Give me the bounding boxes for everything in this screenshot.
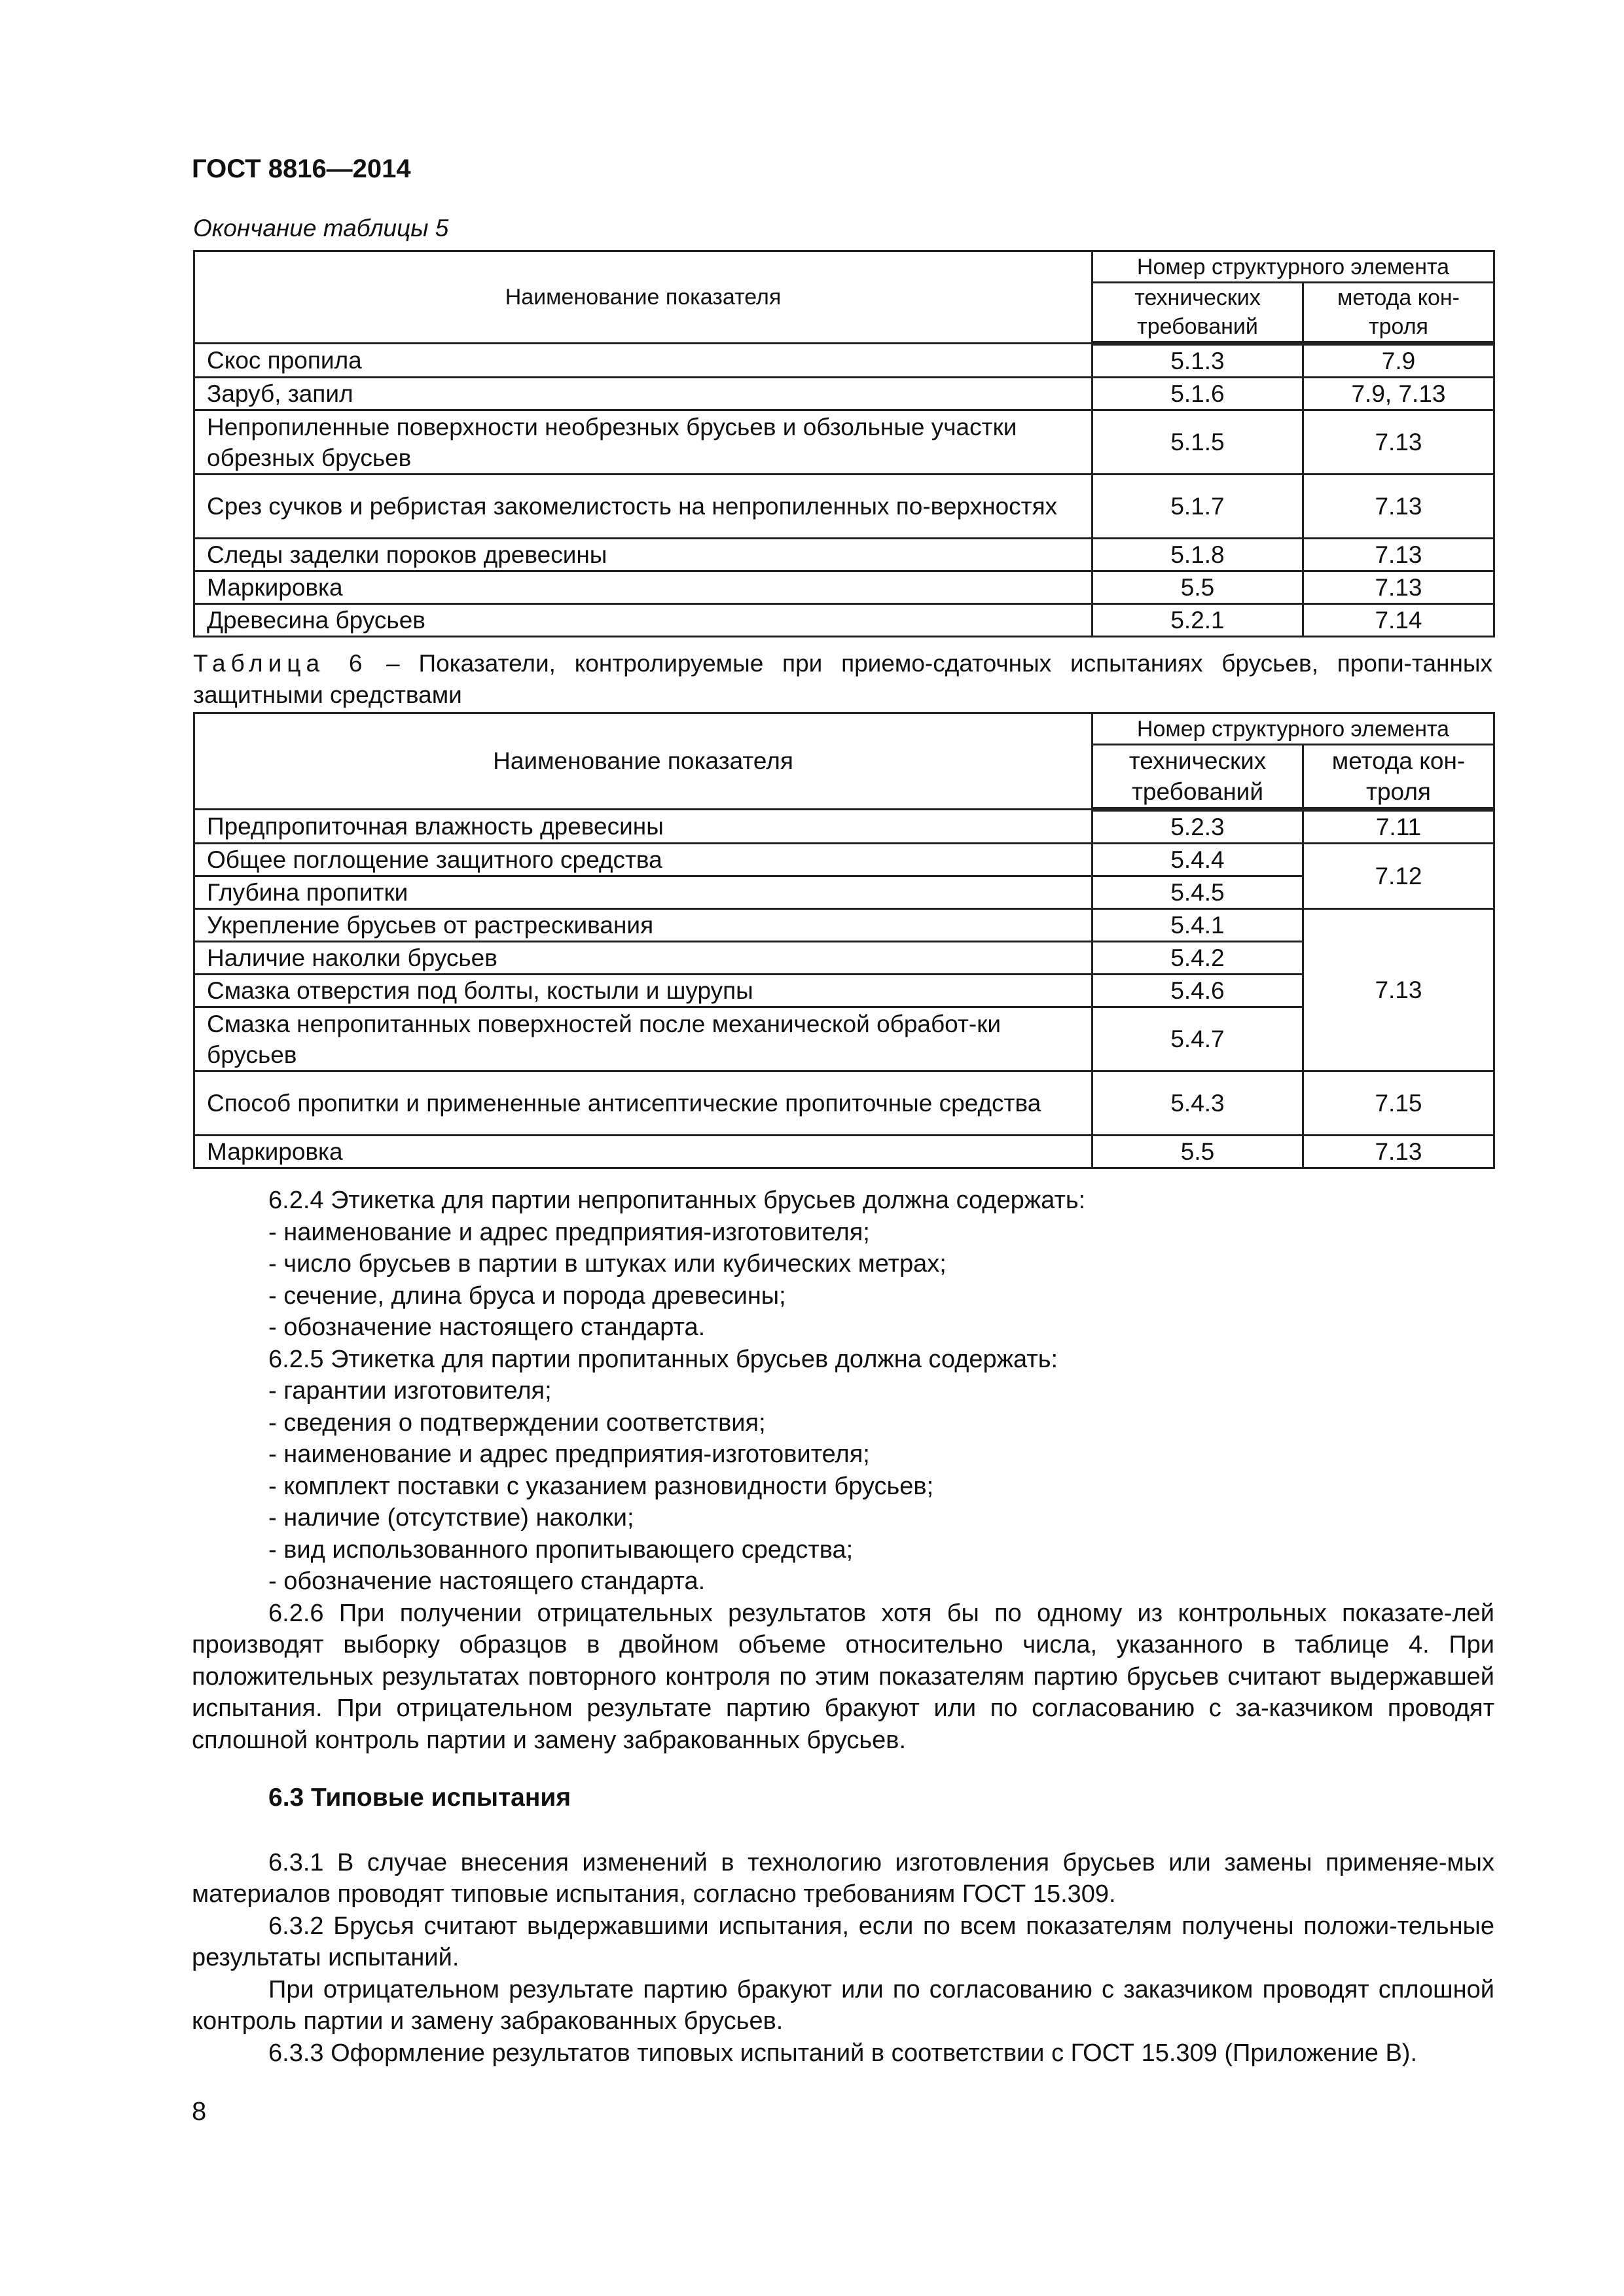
- table-cell: 5.1.8: [1092, 539, 1303, 571]
- paragraph-6-2-6: 6.2.6 При получении отрицательных результатов хотя бы по одному из контрольных показате-лей производят выборку образцов в двойном объеме относительно числа, указанного в таблице 4. При положительных результатах повторного контроля по этим показателям партию брусьев считают выдержавшей испытания. При отрицательном результате партию бракуют или по согласованию с за-казчиком проводят сплошной контроль партии и замену забракованных брусьев.: [192, 1599, 1494, 1754]
- paragraph-6-3-1: 6.3.1 В случае внесения изменений в технологию изготовления брусьев или замены применяе-мых материалов проводят типовые испытания, согласно требованиям ГОСТ 15.309.: [192, 1848, 1494, 1908]
- table-cell: 5.4.3: [1092, 1071, 1303, 1136]
- table-cell: 5.4.5: [1092, 876, 1303, 909]
- table-cell: Способ пропитки и примененные антисептические пропиточные средства: [194, 1071, 1092, 1136]
- table-cell: 7.9, 7.13: [1303, 378, 1494, 410]
- table-cell: 5.5: [1092, 571, 1303, 604]
- table-cell: 5.1.5: [1092, 410, 1303, 475]
- table-cell: 5.2.3: [1092, 810, 1303, 844]
- table-cell: Следы заделки пороков древесины: [194, 539, 1092, 571]
- table-cell: Смазка непропитанных поверхностей после механической обработ-ки брусьев: [194, 1007, 1092, 1071]
- table-cell: Скос пропила: [194, 344, 1092, 378]
- paragraph-6-3-2: 6.3.2 Брусья считают выдержавшими испытания, если по всем показателям получены положи-тельные результаты испытаний.: [192, 1912, 1494, 1971]
- list-item: - гарантии изготовителя;: [268, 1377, 552, 1405]
- table-cell: Непропиленные поверхности необрезных брусьев и обзольные участки обрезных брусьев: [194, 410, 1092, 475]
- table-cell: 7.9: [1303, 344, 1494, 378]
- table6-caption-label: Таблица 6: [193, 650, 368, 677]
- table-cell: 5.2.1: [1092, 604, 1303, 637]
- table6-caption: [193, 648, 1492, 711]
- table5-header-method: метода кон-троля: [1303, 283, 1494, 344]
- table-cell: 7.14: [1303, 604, 1494, 637]
- table-cell: 7.13: [1303, 410, 1494, 475]
- list-item: - сведения о подтверждении соответствия;: [268, 1408, 766, 1437]
- table-cell: 5.5: [1092, 1136, 1303, 1168]
- table-cell: Укрепление брусьев от растрескивания: [194, 909, 1092, 942]
- table-cell: 5.4.2: [1092, 942, 1303, 975]
- list-item: - комплект поставки с указанием разновидности брусьев;: [268, 1472, 934, 1500]
- list-item: - обозначение настоящего стандарта.: [268, 1568, 706, 1595]
- table-cell: Заруб, запил: [194, 378, 1092, 410]
- table-cell: 7.13: [1303, 1136, 1494, 1168]
- table-cell: 5.4.6: [1092, 975, 1303, 1007]
- table-cell: 5.1.6: [1092, 378, 1303, 410]
- list-item: - вид использованного пропитывающего средства;: [268, 1535, 854, 1564]
- paragraph-6-2-4: 6.2.4 Этикетка для партии непропитанных брусьев должна содержать:: [268, 1187, 1086, 1214]
- table5-caption: Окончание таблицы 5: [193, 215, 449, 242]
- table-cell: 7.12: [1303, 844, 1494, 909]
- table-cell: 5.4.1: [1092, 909, 1303, 942]
- table-cell: Смазка отверстия под болты, костыли и шурупы: [194, 975, 1092, 1007]
- paragraph-6-3-3: 6.3.3 Оформление результатов типовых испытаний в соответствии с ГОСТ 15.309 (Приложение В).: [268, 2039, 1418, 2067]
- paragraph-6-3-2-cont: При отрицательном результате партию бракуют или по согласованию с заказчиком проводят сплошной контроль партии и замену забракованных брусьев.: [192, 1975, 1494, 2035]
- table-cell: 7.15: [1303, 1071, 1494, 1136]
- page-number: 8: [192, 2097, 207, 2126]
- list-item: - наименование и адрес предприятия-изготовителя;: [268, 1218, 870, 1246]
- table6-header-tech: технических требований: [1092, 745, 1303, 810]
- paragraph-6-2-5: 6.2.5 Этикетка для партии пропитанных брусьев должна содержать:: [268, 1345, 1058, 1373]
- table-cell: Предпропиточная влажность древесины: [194, 810, 1092, 844]
- table-cell: 7.13: [1303, 475, 1494, 539]
- body-text: [192, 1185, 1494, 2069]
- table-cell: Глубина пропитки: [194, 876, 1092, 909]
- table-cell: 5.1.7: [1092, 475, 1303, 539]
- table-6: [193, 712, 1495, 1169]
- table5-header-name: Наименование показателя: [194, 251, 1092, 344]
- table-cell: 5.4.4: [1092, 844, 1303, 876]
- table-cell: Срез сучков и ребристая закомелистость на непропиленных по-верхностях: [194, 475, 1092, 539]
- document-code: ГОСТ 8816—2014: [192, 154, 411, 183]
- table5-header-tech: технических требований: [1092, 283, 1303, 344]
- table6-caption-text: – Показатели, контролируемые при приемо-сдаточных испытаниях брусьев, пропи-танных защитными средствами: [193, 650, 1493, 708]
- list-item: - число брусьев в партии в штуках или кубических метрах;: [268, 1250, 947, 1278]
- table-cell: Маркировка: [194, 571, 1092, 604]
- list-item: - наименование и адрес предприятия-изготовителя;: [268, 1441, 870, 1468]
- table6-header-method: метода кон-троля: [1303, 745, 1494, 810]
- list-item: - наличие (отсутствие) наколки;: [268, 1504, 634, 1532]
- table-cell: Наличие наколки брусьев: [194, 942, 1092, 975]
- list-item: - сечение, длина бруса и порода древесины;: [268, 1282, 786, 1310]
- table-cell: 7.13: [1303, 909, 1494, 1071]
- table-5: [193, 250, 1495, 637]
- table-cell: 7.13: [1303, 571, 1494, 604]
- table-cell: 5.4.7: [1092, 1007, 1303, 1071]
- table5-header-group: Номер структурного элемента: [1092, 251, 1494, 283]
- list-item: - обозначение настоящего стандарта.: [268, 1314, 706, 1341]
- table-cell: 5.1.3: [1092, 344, 1303, 378]
- table-cell: Древесина брусьев: [194, 604, 1092, 637]
- table-cell: 7.13: [1303, 539, 1494, 571]
- section-heading-6-3: 6.3 Типовые испытания: [268, 1784, 571, 1812]
- table6-header-name: Наименование показателя: [194, 713, 1092, 810]
- table-cell: Маркировка: [194, 1136, 1092, 1168]
- table-cell: 7.11: [1303, 810, 1494, 844]
- table-cell: Общее поглощение защитного средства: [194, 844, 1092, 876]
- table6-header-group: Номер структурного элемента: [1092, 713, 1494, 745]
